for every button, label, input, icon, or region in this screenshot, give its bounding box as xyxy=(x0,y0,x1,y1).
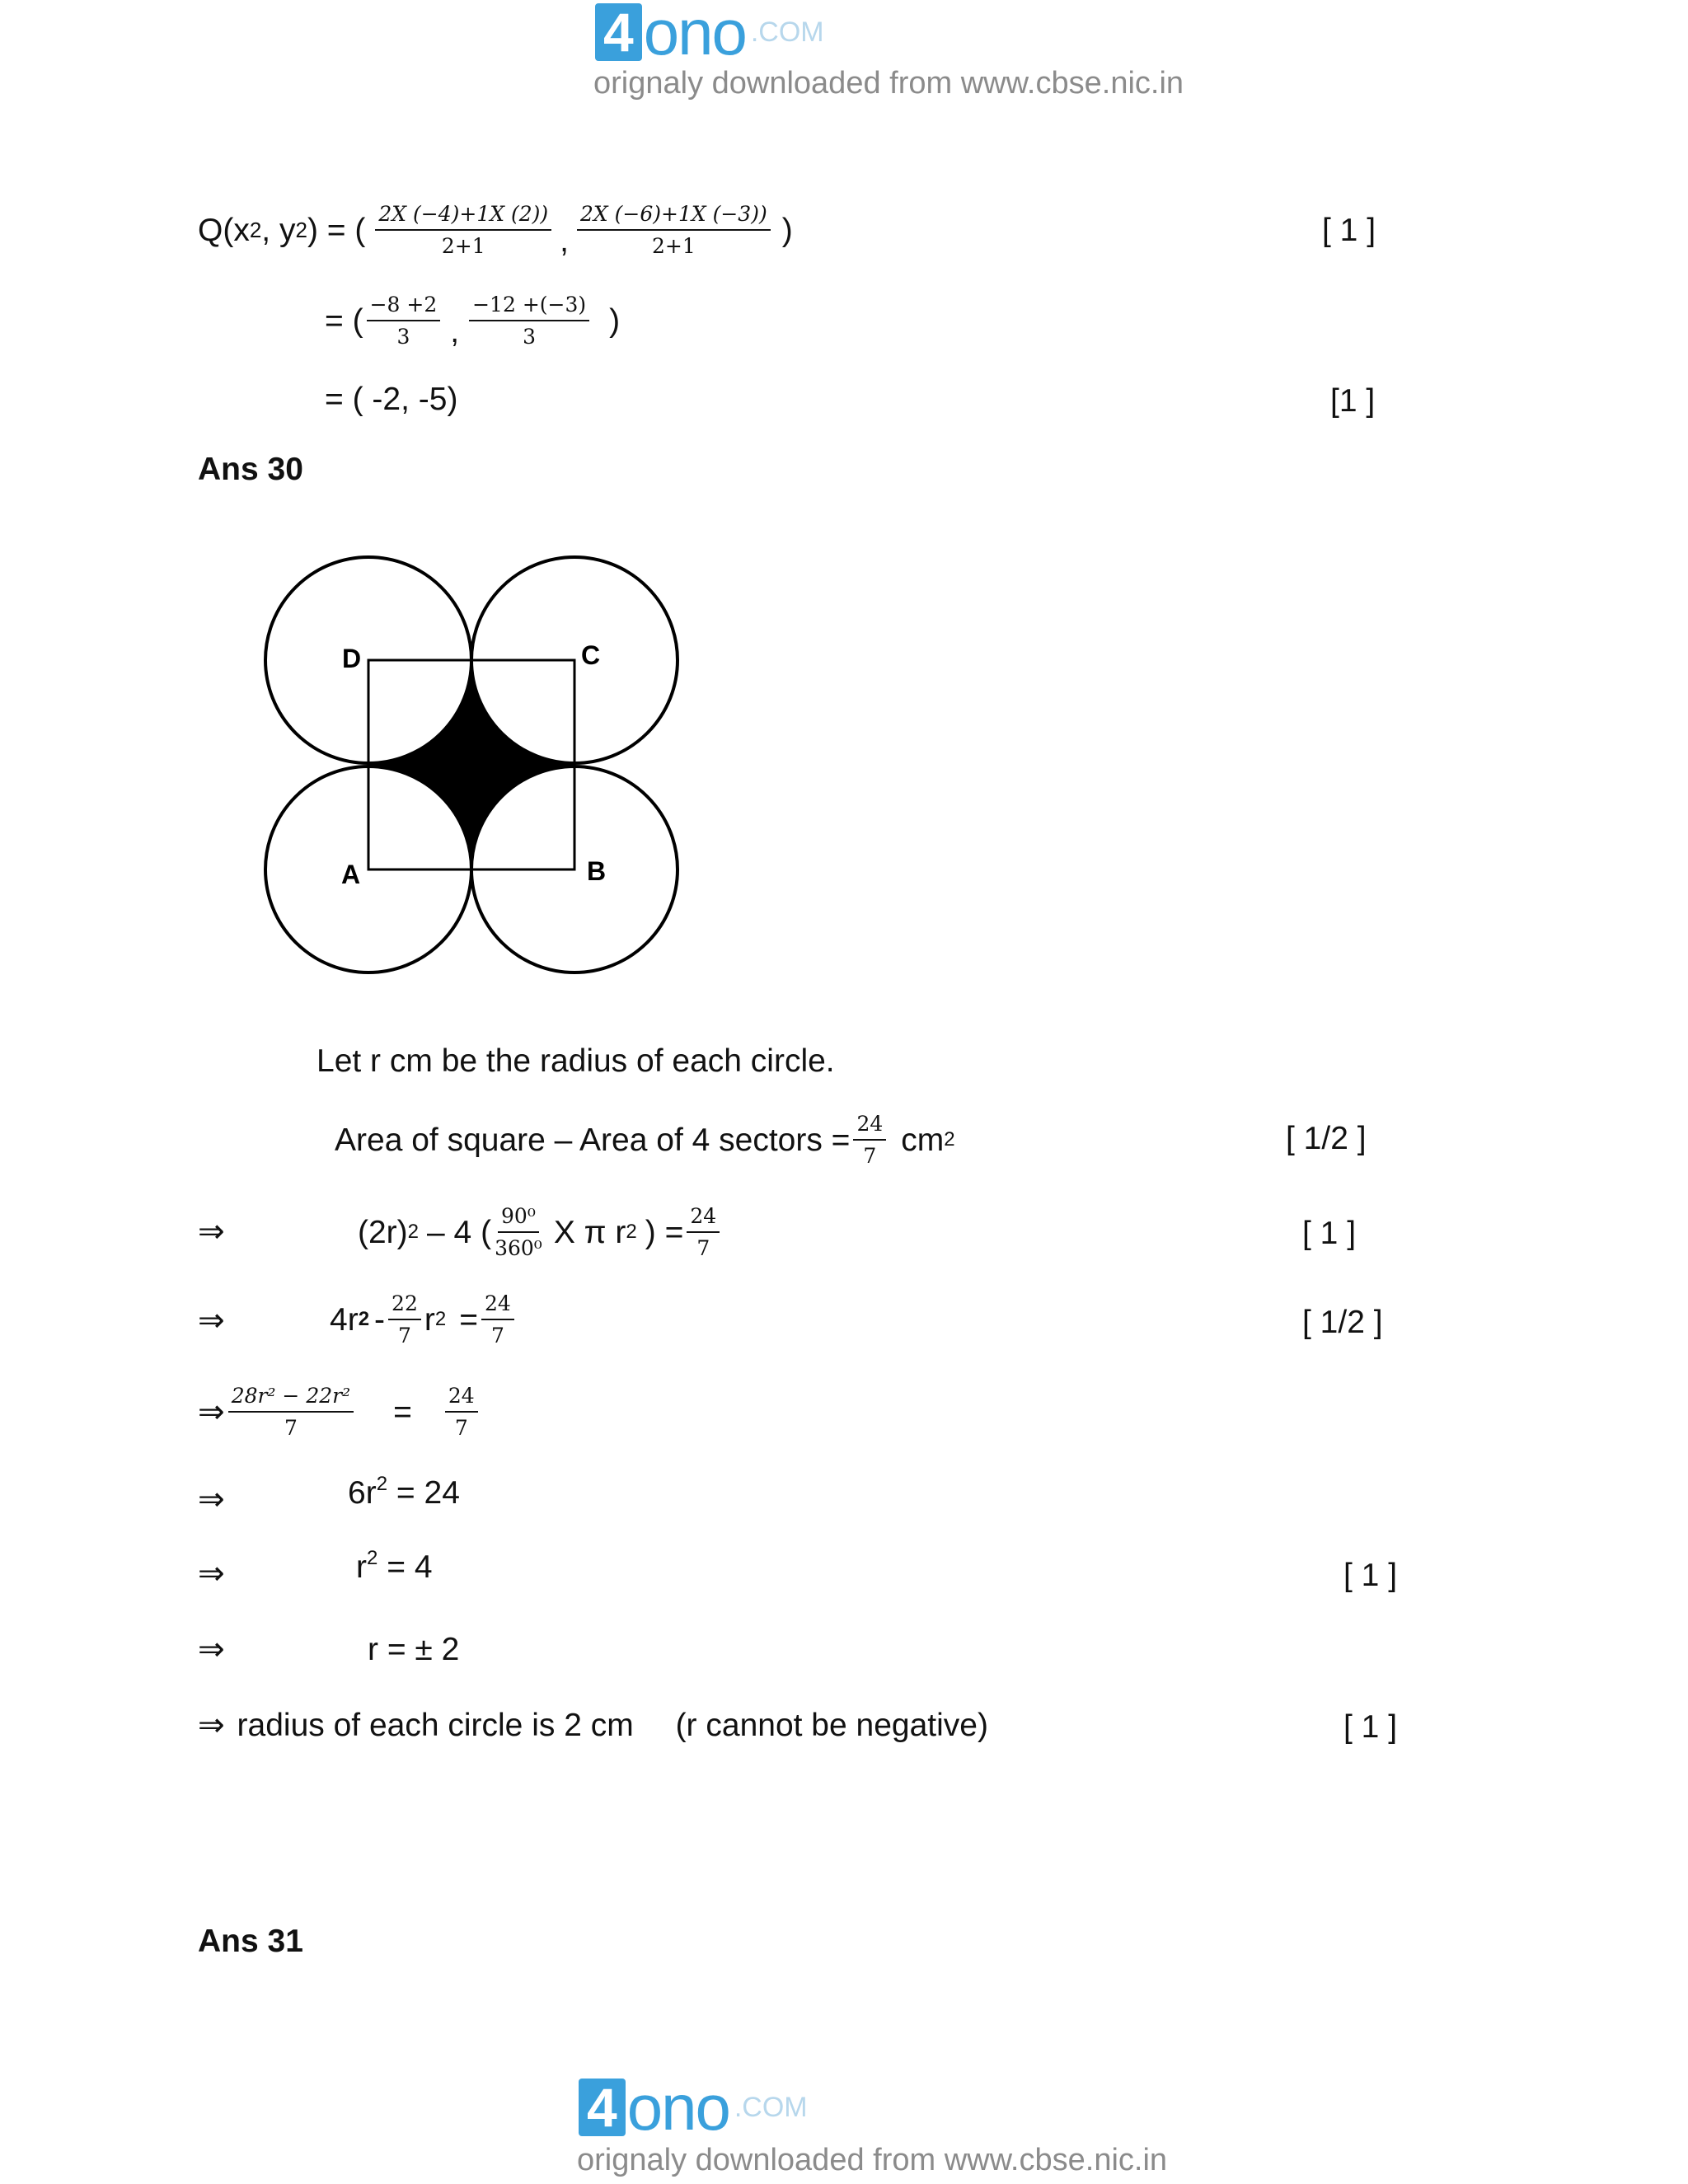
mark-step-2: [ 1/2 ] xyxy=(1302,1305,1383,1340)
logo-domain: .COM xyxy=(734,2092,808,2123)
fraction-a: $\frac{-8 +2}{3}$ xyxy=(367,293,441,348)
footer-tagline: orignaly downloaded from www.cbse.nic.in xyxy=(577,2143,1168,2177)
fraction-24-7-c: $\frac{24}{7}$ xyxy=(481,1292,514,1347)
label-a: A xyxy=(341,860,361,889)
mark-step-1: [ 1 ] xyxy=(1302,1216,1357,1251)
step-2: 4r 2 - $\frac{22}{7}$ r 2 = $\frac{24}{7}$ xyxy=(330,1292,518,1347)
arrow-1: ⇒ xyxy=(198,1214,225,1249)
step-5: $r^2 = 4$ xyxy=(356,1547,433,1585)
mark-conclusion: [ 1 ] xyxy=(1343,1709,1398,1745)
fraction-22-7: $\frac{22}{7}$ xyxy=(388,1292,421,1347)
header-logo xyxy=(595,0,824,68)
fraction-24-7: $\frac{24}{7}$ xyxy=(853,1113,886,1167)
fraction-24-7-b: $\frac{24}{7}$ xyxy=(687,1205,720,1259)
fraction-28r-22r: $\frac{\text{28r² − 22r²}}{7}$ xyxy=(228,1385,354,1439)
header-tagline: orignaly downloaded from www.cbse.nic.in xyxy=(593,66,1184,101)
label-b: B xyxy=(587,856,607,886)
step-6: r = ± 2 xyxy=(368,1632,460,1667)
label-c: C xyxy=(581,640,601,670)
arrow-2: ⇒ xyxy=(198,1303,225,1338)
mark-step-5: [ 1 ] xyxy=(1343,1558,1398,1593)
fraction-90-360: $\frac{\text{90⁰}}{\text{360⁰}}$ xyxy=(495,1204,542,1260)
logo-domain: .COM xyxy=(750,16,824,48)
mark-q1: [ 1 ] xyxy=(1322,213,1376,248)
logo-word: ono xyxy=(626,2071,729,2144)
heading-ans-30: Ans 30 xyxy=(198,452,303,487)
step-4: $6r^2 = 24$ xyxy=(348,1473,460,1511)
q-line-3: = ( -2, -5) xyxy=(325,382,458,417)
q-line-1: Q(x 2 , y 2 ) = ( $\frac{2X (-4)+1X (2))}{2+1}$ , $\frac{2X (-6)+1X (-3))}{2+1}$ ) xyxy=(198,202,793,259)
mark-area: [ 1/2 ] xyxy=(1286,1121,1367,1156)
let-line: Let r cm be the radius of each circle. xyxy=(316,1043,835,1079)
footer-logo xyxy=(579,2071,808,2144)
step-1: (2r) 2 – 4 ( $\frac{\text{90⁰}}{\text{360⁰}}$ X π r 2 ) = $\frac{24}{7}$ xyxy=(358,1205,723,1259)
fraction-24-7-d: $\frac{24}{7}$ xyxy=(445,1385,478,1439)
area-line: Area of square – Area of 4 sectors = $\frac{24}{7}$ cm 2 xyxy=(335,1112,955,1168)
logo-word: ono xyxy=(643,0,746,68)
arrow-6: ⇒ xyxy=(198,1632,225,1667)
fraction-b: $\frac{-12 +(-3)}{3}$ xyxy=(469,293,589,348)
arrow-5: ⇒ xyxy=(198,1556,225,1591)
logo-number: 4 xyxy=(595,3,642,61)
mark-q2: [1 ] xyxy=(1330,383,1376,419)
arrow-4: ⇒ xyxy=(198,1482,225,1517)
conclusion-line: ⇒ radius of each circle is 2 cm (r cannot be negative) xyxy=(198,1708,988,1743)
heading-ans-31: Ans 31 xyxy=(198,1924,303,1959)
circles-square-figure xyxy=(247,544,692,989)
step-3: ⇒ $\frac{\text{28r² − 22r²}}{7}$ = $\frac{24}{7}$ xyxy=(198,1385,481,1439)
logo-number: 4 xyxy=(579,2079,626,2136)
fraction-x: $\frac{2X (-4)+1X (2))}{2+1}$ xyxy=(375,203,551,257)
q-line-2: = ( $\frac{-8 +2}{3}$ , $\frac{-12 +(-3)}{3}$ ) xyxy=(325,293,621,349)
label-d: D xyxy=(342,644,362,673)
fraction-y: $\frac{2X (-6)+1X (-3))}{2+1}$ xyxy=(577,203,771,257)
